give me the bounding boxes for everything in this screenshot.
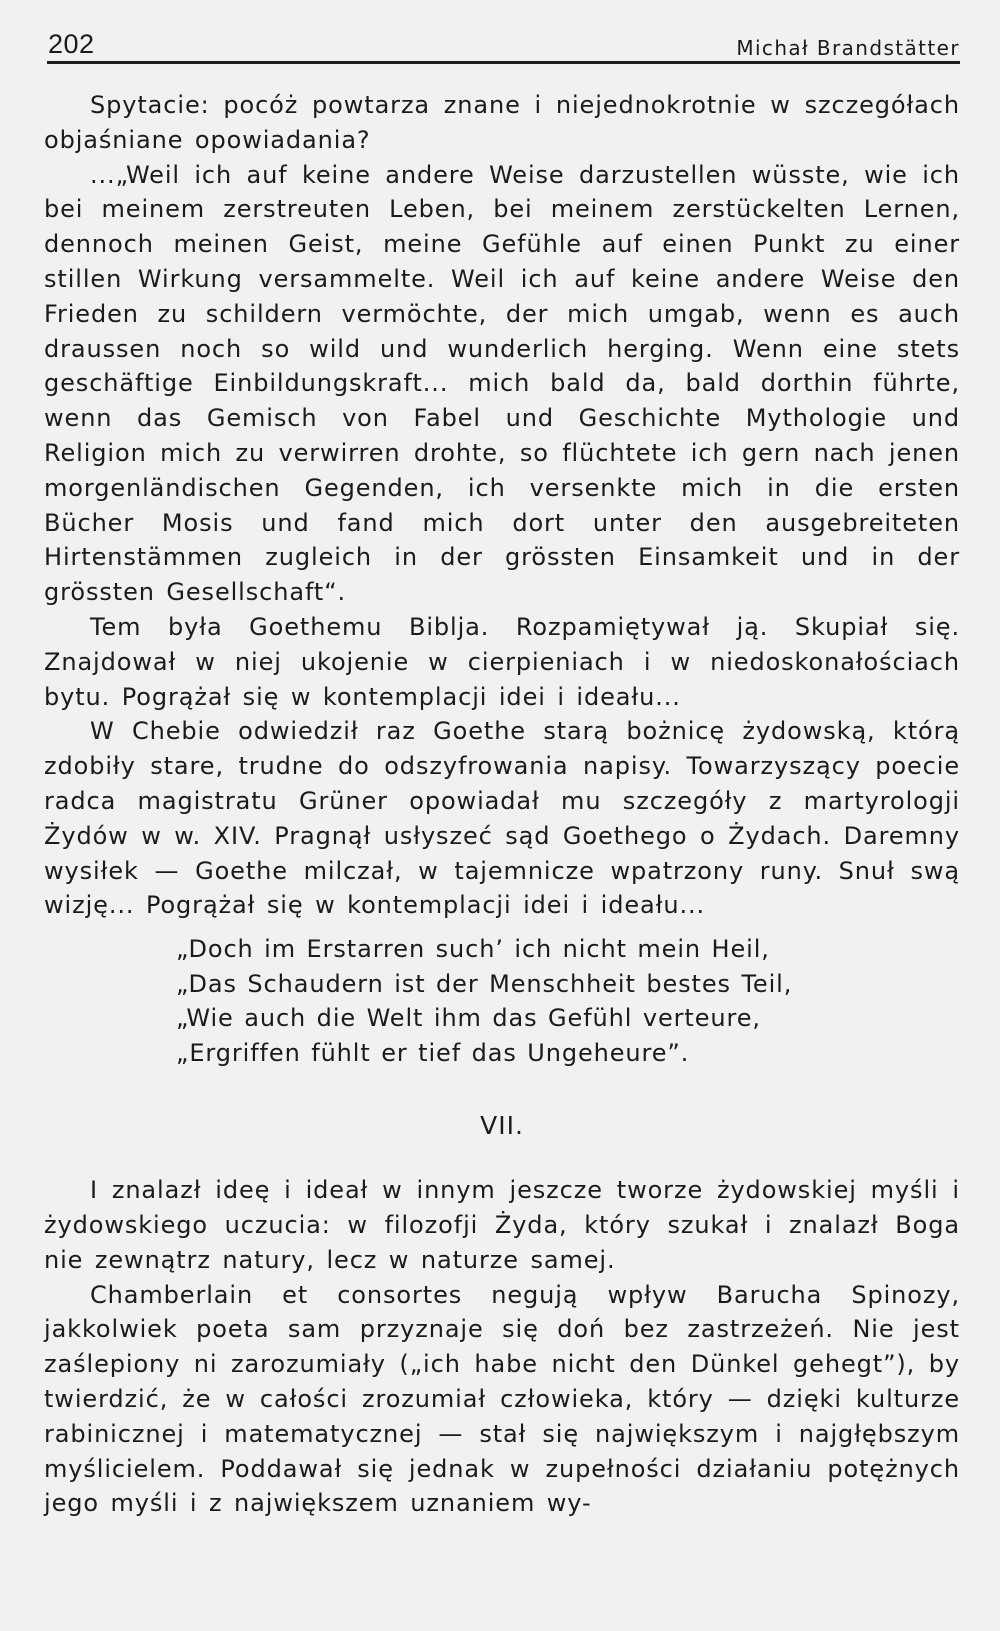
header-rule xyxy=(47,61,960,64)
poem-line: „Das Schaudern ist der Menschheit bestes Teil, xyxy=(176,969,793,998)
poem-quote xyxy=(176,932,960,1070)
section-heading: VII. xyxy=(480,1110,524,1140)
german-quote-paragraph: ...„Weil ich auf keine andere Weise darzustellen wüsste, wie ich bei meinem zerstreuten Leben, bei meinem zerstückelten Lernen, dennoch meinen Geist, meine Gefühle auf einen Punkt zu einer stillen Wirkung versammelte. Weil ich auf keine andere Weise den Frieden zu schildern vermöchte, der mich umgab, wenn es auch draussen noch so wild und wunderlich herging. Wenn eine stets geschäftige Einbildungskraft... mich bald da, bald dorthin führte, wenn das Gemisch von Fabel und Geschichte Mythologie und Religion mich zu verwirren drohte, so flüchtete ich gern nach jenen morgenländischen Gegenden, ich versenkte mich in die ersten Bücher Mosis und fand mich dort unter den ausgebreiteten Hirtenstämmen zugleich in der grössten Einsamkeit und in der grössten Gesellschaft“. xyxy=(44,160,960,607)
poem-line: „Ergriffen fühlt er tief das Ungeheure”. xyxy=(176,1038,690,1067)
running-head xyxy=(48,24,960,60)
paragraph: Spytacie: pocóż powtarza znane i niejednokrotnie w szczegółach objaśniane opowiadania? xyxy=(44,91,960,154)
page-number: 202 xyxy=(48,29,95,59)
paragraph: Tem była Goethemu Biblja. Rozpamiętywał ją. Skupiał się. Znajdował w niej ukojenie w cierpieniach i w niedoskonałościach bytu. Pogrążał się w kontemplacji idei i ideału... xyxy=(44,612,960,711)
poem-line: „Wie auch die Welt ihm das Gefühl verteure, xyxy=(176,1004,761,1033)
running-head-author: Michał Brandstätter xyxy=(736,36,960,60)
paragraph: W Chebie odwiedził raz Goethe starą bożnicę żydowską, którą zdobiły stare, trudne do odszyfrowania napisy. Towarzyszący poecie radca magistratu Grüner opowiadał mu szczegóły z martyrologji Żydów w w. XIV. Pragnął usłyszeć sąd Goethego o Żydach. Daremny wysiłek — Goethe milczał, w tajemnicze wpatrzony runy. Snuł swą wizję... Pogrążał się w kontemplacji idei i ideału... xyxy=(44,717,960,920)
poem-line: „Doch im Erstarren such’ ich nicht mein Heil, xyxy=(176,935,770,964)
body-text xyxy=(44,88,960,1521)
paragraph: Chamberlain et consortes negują wpływ Barucha Spinozy, jakkolwiek poeta sam przyznaje się doń bez zastrzeżeń. Nie jest zaślepiony ni zarozumiały („ich habe nicht den Dünkel gehegt”), by twierdzić, że w całości zrozumiał człowieka, który — dzięki kulturze rabinicznej i matematycznej — stał się największym i najgłębszym myślicielem. Poddawał się jednak w zupełności działaniu potężnych jego myśli i z największem uznaniem wy- xyxy=(44,1280,960,1518)
paragraph: I znalazł ideę i ideał w innym jeszcze tworze żydowskiej myśli i żydowskiego uczucia: w filozofji Żyda, który szukał i znalazł Boga nie zewnątrz natury, lecz w naturze samej. xyxy=(44,1176,960,1274)
